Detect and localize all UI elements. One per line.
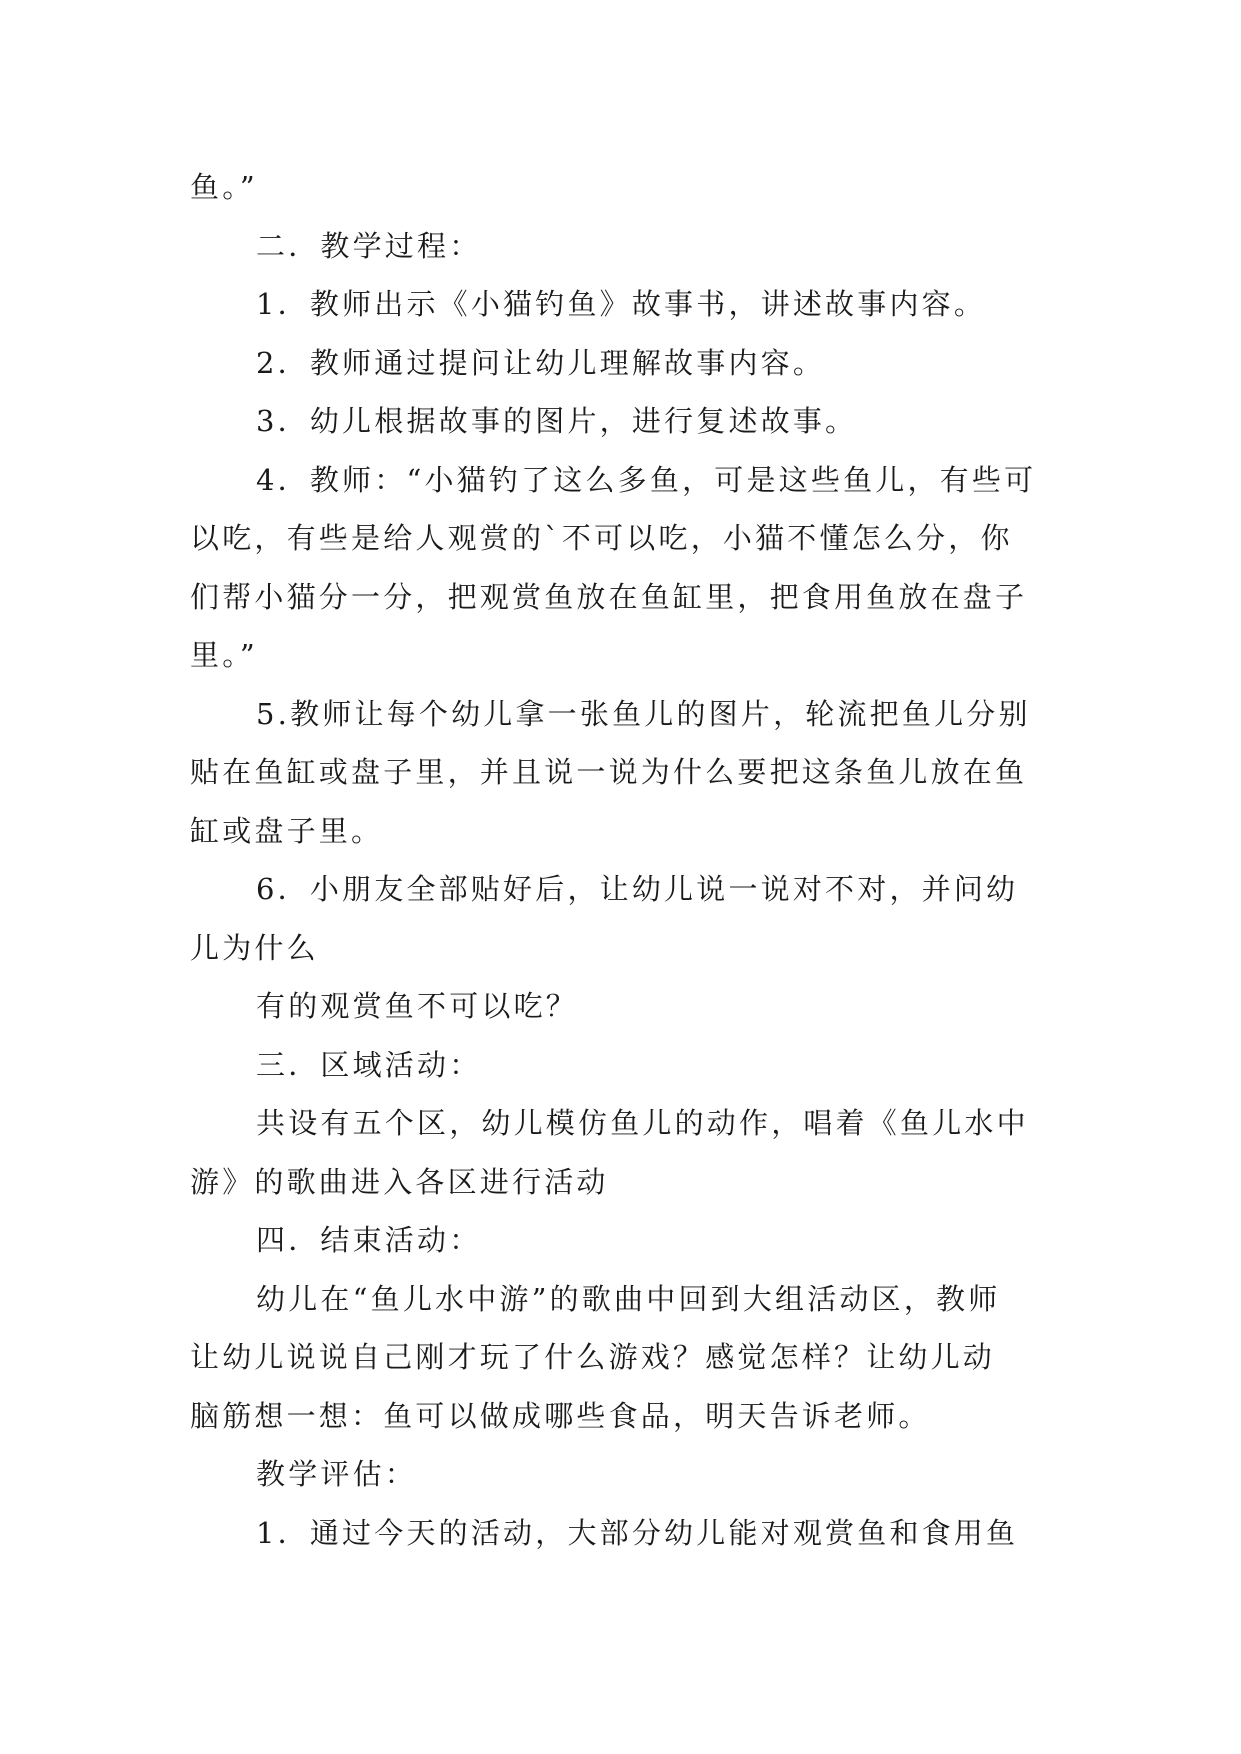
text-line: 鱼。” — [190, 170, 258, 204]
text-line: 有的观赏鱼不可以吃？ — [256, 989, 579, 1023]
section-heading-teaching-evaluation: 教学评估： — [256, 1457, 418, 1491]
section-heading-closing-activity: 四．结束活动： — [256, 1223, 482, 1257]
text-line: 里。” — [190, 638, 258, 672]
text-line: 让幼儿说说自己刚才玩了什么游戏？感觉怎样？让幼儿动 — [190, 1340, 996, 1374]
text-line: 缸或盘子里。 — [190, 813, 384, 848]
text-line: 1．通过今天的活动，大部分幼儿能对观赏鱼和食用鱼 — [256, 1515, 1019, 1550]
text-line: 游》的歌曲进入各区进行活动 — [190, 1164, 609, 1199]
text-line: 脑筋想一想：鱼可以做成哪些食品，明天告诉老师。 — [190, 1398, 931, 1433]
text-line: 3．幼儿根据故事的图片，进行复述故事。 — [256, 404, 858, 438]
text-line: 以吃，有些是给人观赏的`不可以吃，小猫不懂怎么分，你 — [190, 521, 1013, 555]
text-line: 幼儿在“鱼儿水中游”的歌曲中回到大组活动区，教师 — [256, 1281, 1001, 1316]
section-heading-teaching-process: 二．教学过程： — [256, 228, 482, 263]
text-line: 们帮小猫分一分，把观赏鱼放在鱼缸里，把食用鱼放在盘子 — [190, 579, 1028, 614]
text-line: 6．小朋友全部贴好后，让幼儿说一说对不对，并问幼 — [256, 872, 1019, 906]
body-text — [190, 158, 1060, 1562]
text-line: 4．教师：“小猫钓了这么多鱼，可是这些鱼儿，有些可 — [256, 462, 1037, 497]
text-line: 儿为什么 — [190, 930, 319, 965]
text-line: 5.教师让每个幼儿拿一张鱼儿的图片，轮流把鱼儿分别 — [256, 696, 1031, 731]
section-heading-area-activity: 三．区域活动： — [256, 1047, 482, 1082]
text-line: 1．教师出示《小猫钓鱼》故事书，讲述故事内容。 — [256, 287, 987, 321]
text-line: 贴在鱼缸或盘子里，并且说一说为什么要把这条鱼儿放在鱼 — [190, 755, 1028, 789]
text-line: 共设有五个区，幼儿模仿鱼儿的动作，唱着《鱼儿水中 — [256, 1106, 1029, 1140]
text-line: 2．教师通过提问让幼儿理解故事内容。 — [256, 345, 826, 380]
